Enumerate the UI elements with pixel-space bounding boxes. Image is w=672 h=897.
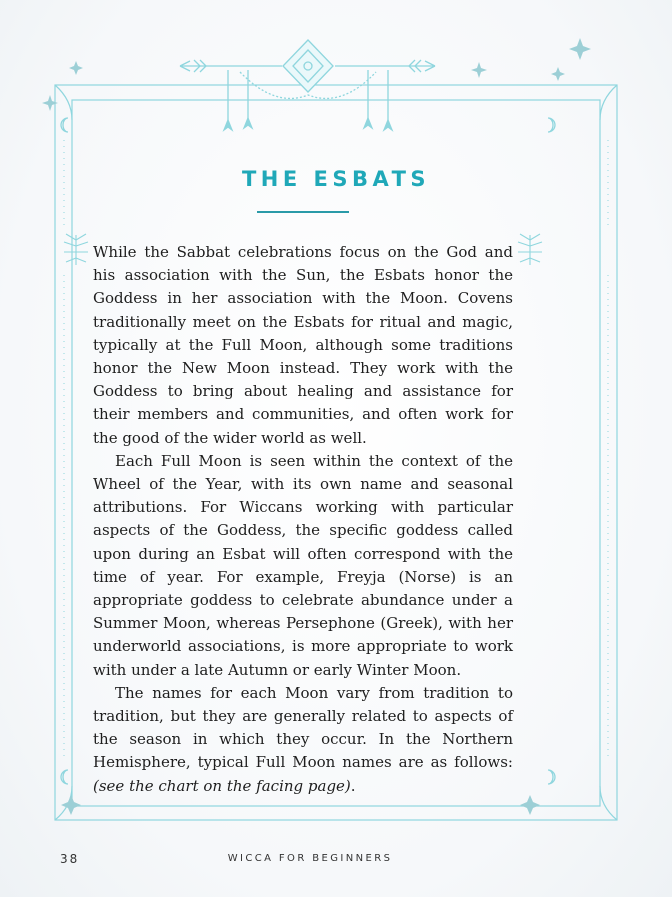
page-number: 38	[60, 852, 80, 866]
crescent-moon-icon	[61, 118, 68, 132]
sparkle-icon	[569, 38, 591, 60]
paragraph-3	[93, 682, 513, 798]
crescent-moon-icon	[548, 770, 555, 784]
crescent-moon-icon	[61, 770, 68, 784]
sparkle-icon	[551, 67, 565, 81]
chart-reference: (see the chart on the facing page)	[93, 776, 351, 795]
page-title: THE ESBATS	[241, 167, 431, 191]
crescent-moon-icon	[548, 118, 555, 132]
wheat-sprig-icon	[64, 234, 88, 265]
paragraph-3-end: .	[350, 776, 356, 795]
body-text	[93, 241, 513, 798]
paragraph-2: Each Full Moon is seen within the context of the Wheel of the Year, with its own name and seasonal attributions. For Wiccans working with particular aspects of the Goddess, the specific goddess called upon during an Esbat will often correspond with the time of year. For example, Freyja (Norse) is an appropriate goddess to celebrate abundance under a Summer Moon, whereas Persephone (Greek), with her underworld associations, is more appropriate to work with under a late Autumn or early Winter Moon.	[93, 451, 513, 679]
title-underline	[257, 211, 349, 213]
sparkle-icon	[471, 62, 487, 78]
paragraph-1: While the Sabbat celebrations focus on the God and his association with the Sun, the Esbats honor the Goddess in her association with the Moon. Covens traditionally meet on the Esbats for ritual and magic, typically at the Full Moon, although some traditions honor the New Moon instead. They work with the Goddess to bring about healing and assistance for their members and communities, and often work for the good of the wider world as well.	[93, 243, 513, 447]
paragraph-3-text: The names for each Moon vary from tradition to tradition, but they are generally related to aspects of the season in which they occur. In the Northern Hemisphere, typical Full Moon names are as follows:	[93, 683, 513, 772]
wheat-sprig-icon	[518, 234, 542, 265]
sparkle-icon	[520, 795, 540, 815]
running-head: WICCA FOR BEGINNERS	[227, 853, 393, 864]
sparkle-icon	[61, 795, 81, 815]
sparkle-icon	[69, 61, 83, 75]
